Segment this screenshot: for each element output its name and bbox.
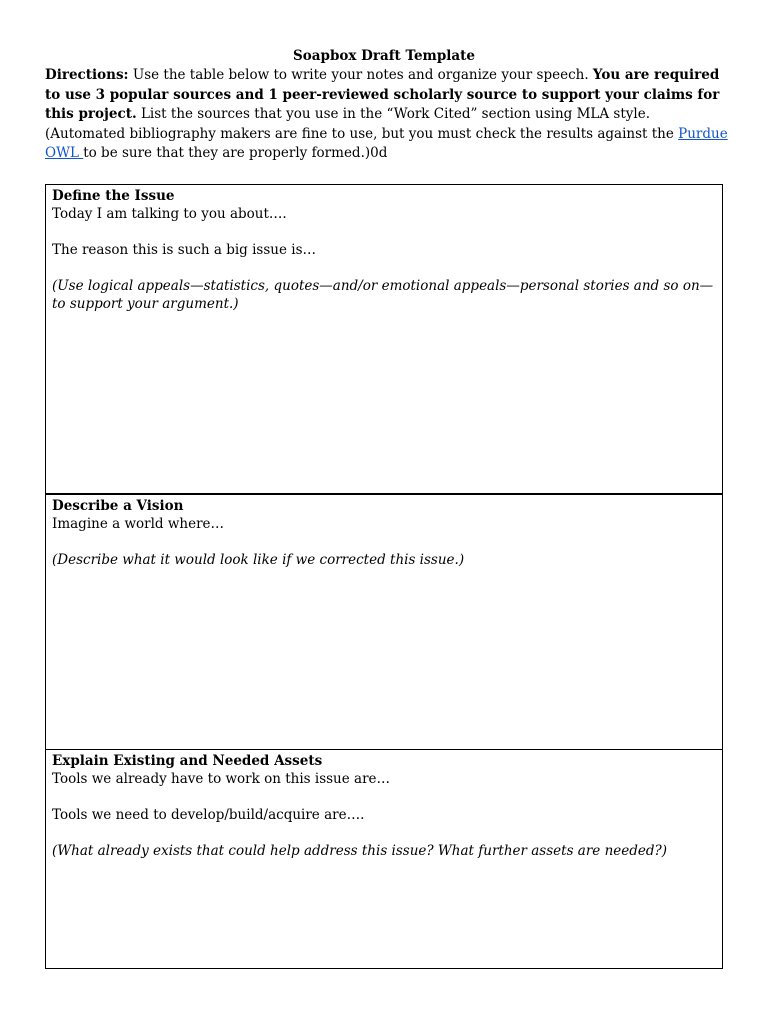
spacer — [52, 824, 716, 842]
directions-label: Directions: — [45, 67, 129, 83]
page-title: Soapbox Draft Template — [293, 48, 475, 64]
speech-notes-table — [45, 184, 723, 969]
purdue-owl-link[interactable]: Purdue OWL — [45, 125, 728, 161]
directions-text-2: List the sources that you use in the “Work Cited” section using MLA style. (Automated bibliography makers are fine to use, but you must check the results against the — [45, 106, 679, 142]
directions-text-3: to be sure that they are properly formed.)0d — [83, 145, 388, 161]
define-issue-heading: Define the Issue — [52, 188, 175, 204]
describe-vision-prompt-1: Imagine a world where… — [52, 516, 225, 532]
define-issue-prompt-1: Today I am talking to you about…. — [52, 206, 287, 222]
directions-paragraph — [45, 66, 729, 164]
define-issue-cell[interactable] — [46, 185, 722, 495]
describe-vision-heading: Describe a Vision — [52, 498, 184, 514]
spacer — [52, 259, 716, 277]
assets-prompt-1: Tools we already have to work on this issue are… — [52, 771, 391, 787]
spacer — [52, 223, 716, 241]
spacer — [52, 533, 716, 551]
assets-heading: Explain Existing and Needed Assets — [52, 753, 323, 769]
describe-vision-cell[interactable] — [46, 495, 722, 750]
define-issue-prompt-2: The reason this is such a big issue is… — [52, 242, 317, 258]
assets-note: (What already exists that could help address this issue? What further assets are needed?) — [52, 843, 668, 859]
describe-vision-note: (Describe what it would look like if we corrected this issue.) — [52, 552, 465, 568]
define-issue-note: (Use logical appeals—statistics, quotes—and/or emotional appeals—personal stories and so on—to support your argument.) — [52, 278, 714, 312]
assets-cell[interactable] — [46, 750, 722, 968]
spacer — [52, 788, 716, 806]
assets-prompt-2: Tools we need to develop/build/acquire are…. — [52, 807, 365, 823]
directions-text-1: Use the table below to write your notes and organize your speech. — [128, 67, 593, 83]
directions-requirement: You are required to use 3 popular sources and 1 peer-reviewed scholarly source to support your claims for this project. — [45, 67, 720, 122]
